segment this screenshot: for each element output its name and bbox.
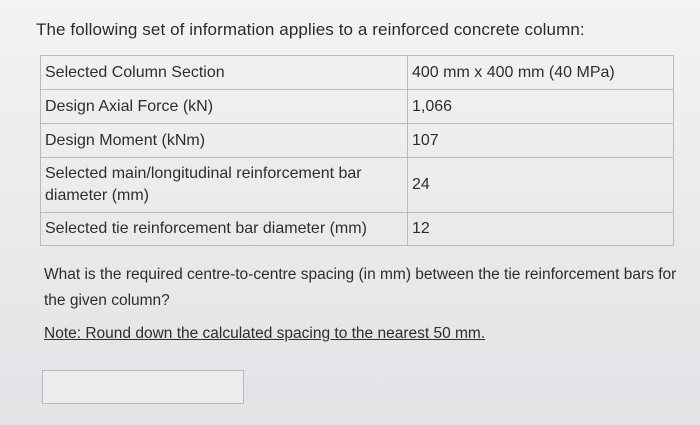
row-label: Design Moment (kNm) — [41, 124, 408, 158]
rounding-note: Note: Round down the calculated spacing to the nearest 50 mm. — [44, 325, 486, 342]
row-value: 400 mm x 400 mm (40 MPa) — [408, 56, 674, 90]
table-row — [41, 90, 674, 124]
answer-input[interactable] — [42, 370, 244, 404]
row-value: 1,066 — [408, 90, 674, 124]
table-row — [41, 158, 674, 213]
column-info-table — [40, 55, 674, 246]
row-label: Selected main/longitudinal reinforcement bar diameter (mm) — [41, 158, 408, 213]
row-label: Design Axial Force (kN) — [41, 90, 408, 124]
table-row — [41, 56, 674, 90]
table-row — [41, 213, 674, 246]
row-value: 107 — [408, 124, 674, 158]
row-value: 12 — [408, 213, 674, 246]
table-row — [41, 124, 674, 158]
row-value: 24 — [408, 158, 674, 213]
question-text: What is the required centre-to-centre spacing (in mm) between the tie reinforcement bars for the given column? — [44, 266, 677, 309]
row-label: Selected tie reinforcement bar diameter (mm) — [41, 213, 408, 246]
row-label: Selected Column Section — [41, 56, 408, 90]
intro-text: The following set of information applies to a reinforced concrete column: — [36, 20, 585, 39]
